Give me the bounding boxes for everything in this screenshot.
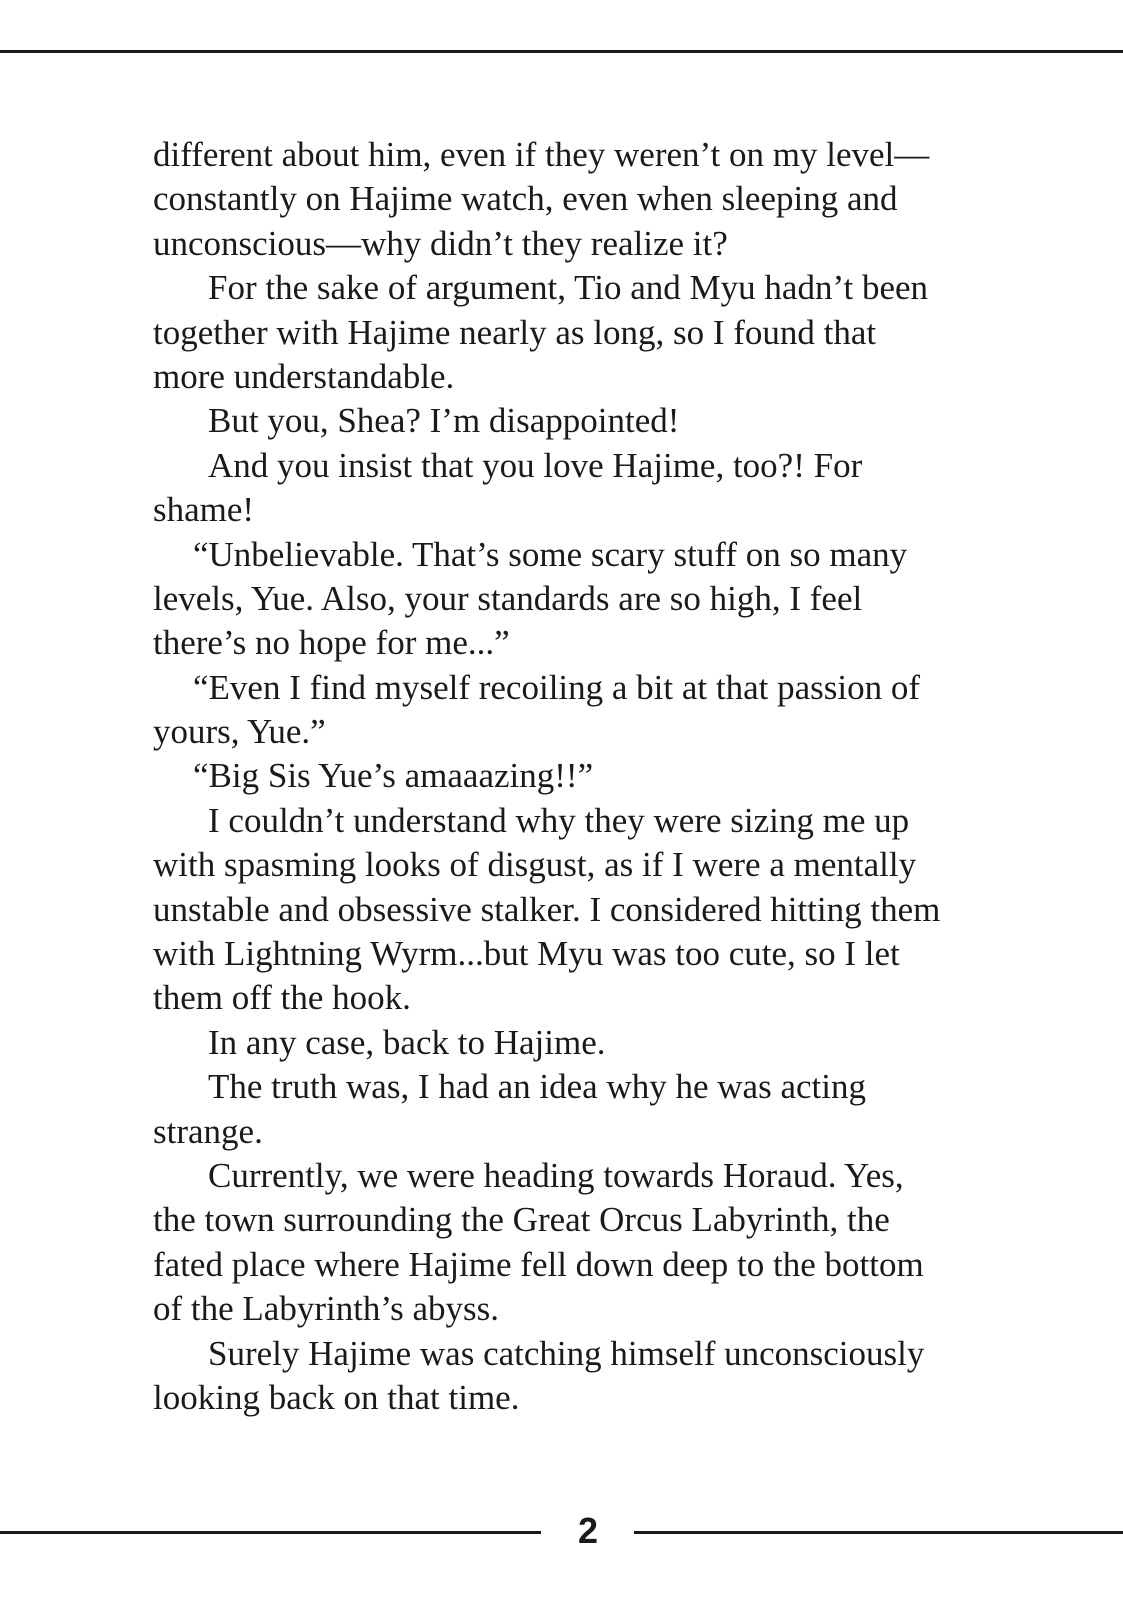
- footer-rule-left: [0, 1531, 541, 1534]
- text-line: with spasming looks of disgust, as if I were a mentally: [153, 845, 917, 885]
- text-line: Surely Hajime was catching himself unconsciously: [208, 1333, 925, 1373]
- text-line: with Lightning Wyrm...but Myu was too cute, so I let: [153, 934, 900, 974]
- text-line: And you insist that you love Hajime, too?! For: [208, 445, 863, 485]
- text-line: different about him, even if they weren’t on my level—: [153, 135, 930, 174]
- text-line: But you, Shea? I’m disappointed!: [208, 401, 680, 441]
- text-line: the town surrounding the Great Orcus Labyrinth, the: [153, 1200, 890, 1240]
- page-number: 2: [577, 1510, 599, 1551]
- text-line: shame!: [153, 490, 255, 530]
- text-line: unstable and obsessive stalker. I considered hitting them: [153, 889, 941, 929]
- text-line: In any case, back to Hajime.: [208, 1022, 606, 1062]
- text-line: For the sake of argument, Tio and Myu hadn’t been: [208, 268, 929, 308]
- text-line: more understandable.: [153, 356, 455, 396]
- text-line: levels, Yue. Also, your standards are so high, I feel: [153, 578, 863, 618]
- text-line: of the Labyrinth’s abyss.: [153, 1289, 500, 1329]
- text-line: The truth was, I had an idea why he was acting: [208, 1067, 866, 1107]
- text-line: “Unbelievable. That’s some scary stuff on so many: [193, 534, 908, 574]
- text-line: constantly on Hajime watch, even when sleeping and: [153, 179, 898, 219]
- text-line: yours, Yue.”: [153, 712, 326, 752]
- text-line: fated place where Hajime fell down deep to the bottom: [153, 1244, 924, 1284]
- page-text: [153, 133, 1003, 1420]
- text-line: together with Hajime nearly as long, so I found that: [153, 312, 877, 352]
- top-rule: [0, 50, 1123, 53]
- text-line: them off the hook.: [153, 978, 411, 1018]
- text-line: strange.: [153, 1111, 263, 1151]
- text-line: unconscious—why didn’t they realize it?: [153, 223, 728, 263]
- text-line: there’s no hope for me...”: [153, 623, 510, 663]
- footer-rule-right: [634, 1531, 1123, 1534]
- text-line: “Even I find myself recoiling a bit at that passion of: [193, 667, 921, 707]
- text-line: I couldn’t understand why they were sizing me up: [208, 800, 910, 840]
- text-line: Currently, we were heading towards Horaud. Yes,: [208, 1155, 904, 1195]
- text-line: “Big Sis Yue’s amaaazing!!”: [193, 756, 594, 796]
- text-line: looking back on that time.: [153, 1377, 520, 1417]
